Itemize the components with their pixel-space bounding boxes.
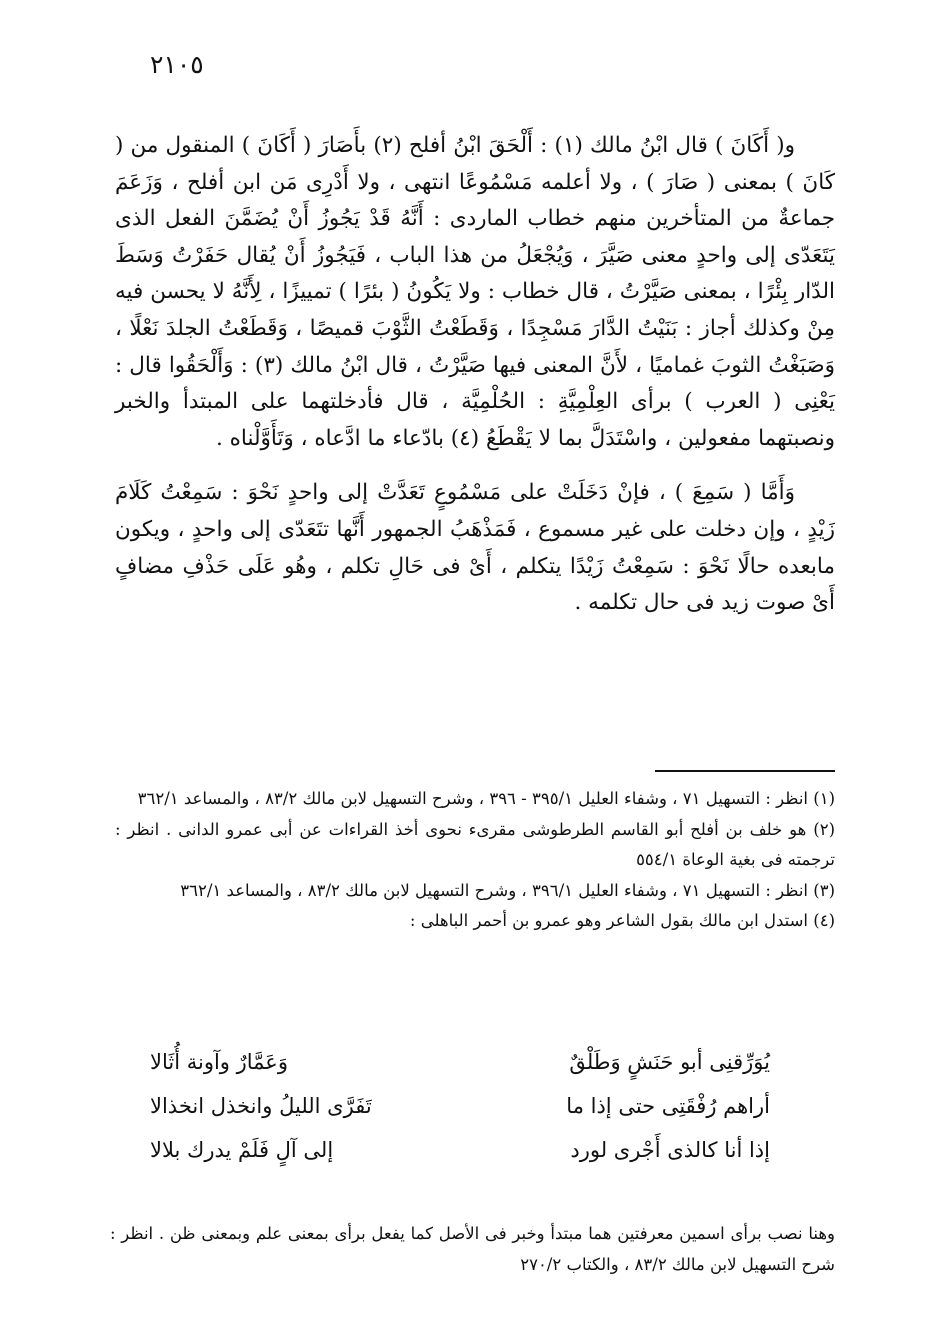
paragraph: وَأَمَّا ( سَمِعَ ) ، فإنْ دَخَلَتْ على مَسْمُوعٍ تَعَدَّتْ إلى واحدٍ نَحْوَ : سَمِعْتُ كَلَامَ زَيْدٍ ، وإن دخلت على غير مسموع ، فَمَذْهَبُ الجمهور أَنَّها تتَعَدّى إلى واحدٍ ، ويكون مابعده حالًا نَحْوَ : سَمِعْتُ زَيْدًا يتكلم ، أَىْ فى حَالِ تكلم ، وهُو عَلَى حَذْفِ مضافٍ أَىْ صوت زيد فى حال تكلمه . — [115, 480, 835, 616]
poem-hemistich-left: وَعَمَّارٌ وآونة أُثَالا — [150, 1050, 288, 1074]
poem-line — [150, 1084, 770, 1128]
poem-hemistich-left: إلى آلٍ فَلَمْ يدرك بلالا — [150, 1138, 334, 1162]
poem-line — [150, 1128, 770, 1172]
footnote-continuation-text: وهنا نصب برأى اسمين معرفتين هما مبتدأ وخبر فى الأصل كما يفعل برأى بمعنى علم وبمعنى ظن . انظر : شرح التسهيل لابن مالك ٨٣/٢ ، والكتاب ٢٧٠/٢ — [110, 1224, 835, 1274]
poem-line — [150, 1040, 770, 1084]
footnote: (٢) هو خلف بن أفلح أبو القاسم الطرطوشى مقرىء نحوى أخذ القراءات عن أبى عمرو الدانى . انظر : ترجمته فى بغية الوعاة ٥٥٤/١ — [115, 819, 835, 869]
footnote-continuation — [110, 1218, 835, 1280]
poem-hemistich-right: يُوَرِّقنِى أبو حَنَشٍ وَطَلْقٌ — [569, 1050, 770, 1074]
poem-hemistich-left: تَفَرَّى الليلُ وانخذل انخذالا — [150, 1094, 372, 1118]
footnote: (٣) انظر : التسهيل ٧١ ، وشفاء العليل ٣٩٦/١ ، وشرح التسهيل لابن مالك ٨٣/٢ ، والمساعد ٣٦٢/١ — [180, 880, 835, 900]
poem-hemistich-right: أراهم رُفْقَتِى حتى إذا ما — [566, 1094, 770, 1118]
main-text — [115, 128, 835, 622]
paragraph: و( أَكَانَ ) قال ابْنُ مالك (١) : أَلْحَقَ ابْنُ أفلح (٢) بأَصَارَ ( أَكَانَ ) المنقول من ( كَانَ ) بمعنى ( صَارَ ) ، ولا أعلمه مَسْمُوعًا انتهى ، ولا أَدْرِى مَن ابن أفلح ، وَزَعَمَ جماعةٌ من المتأخرين منهم خطاب الماردى : أَنَّهُ قَدْ يَجُوزُ أَنْ يُضَمَّنَ الفعل الذى يَتَعَدّى إلى واحدٍ معنى صَيَّرَ ، وَيُجْعَلُ من هذا الباب ، فَيَجُوزُ أَنْ يُقال حَفَرْتُ وَسَطَ الدّار بِئْرًا ، بمعنى صَيَّرْتُ ، قال خطاب : ولا يَكُونُ ( بئرًا ) تمييزًا ، لِأَنَّهُ لا يحسن فيه مِنْ وكذلك أجاز : بَنَيْتُ الدَّارَ مَسْجِدًا ، وَقَطَعْتُ الثَّوْبَ قميصًا ، وَقَطَعْتُ الجلدَ نَعْلًا ، وَصَبَغْتُ الثوبَ غماميًا ، لأَنَّ المعنى فيها صَيَّرْتُ ، قال ابْنُ مالك (٣) : وَأَلْحَقُوا قال : يَعْنِى ( العرب ) برأى العِلْمِيَّةِ : الحُلْمِيَّة ، قال فأدخلتهما على المبتدأ والخبر ونصبتهما مفعولين ، واسْتَدَلَّ بما لا يَقْطَعُ (٤) بادّعاء ما ادَّعاه ، وَتَأَوَّلْناه . — [115, 133, 835, 451]
page-number: ٢١٠٥ — [150, 50, 204, 79]
footnote-separator — [655, 770, 835, 772]
footnote: (٤) استدل ابن مالك بقول الشاعر وهو عمرو بن أحمر الباهلى : — [409, 911, 835, 930]
poem-hemistich-right: إذا أنا كالذى أَجْرى لورد — [570, 1138, 770, 1162]
poem — [150, 1040, 770, 1172]
footnote: (١) انظر : التسهيل ٧١ ، وشفاء العليل ٣٩٥/١ - ٣٩٦ ، وشرح التسهيل لابن مالك ٨٣/٢ ، والمساعد ٣٦٢/١ — [137, 789, 835, 808]
footnotes — [115, 784, 835, 937]
